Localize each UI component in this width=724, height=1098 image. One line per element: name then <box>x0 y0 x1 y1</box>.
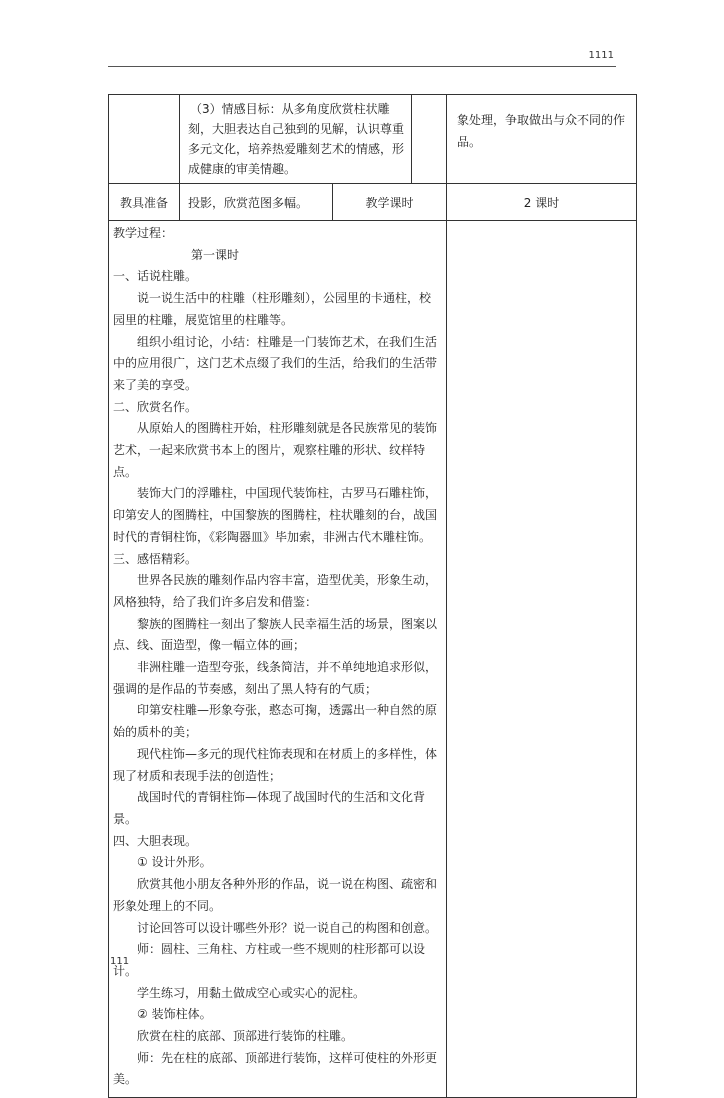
objective-row <box>109 95 637 184</box>
prep-row <box>109 184 637 221</box>
process-paragraph: ① 设计外形。 <box>137 855 212 870</box>
process-paragraph: ② 装饰柱体。 <box>137 1007 212 1022</box>
process-paragraph: 欣赏在柱的底部、顶部进行装饰的柱雕。 <box>137 1029 354 1044</box>
process-paragraph: 印第安柱雕—形象夸张，憨态可掬，透露出一种自然的原始的质朴的美； <box>113 703 438 740</box>
lesson-heading: 第一课时 <box>191 247 240 262</box>
process-paragraph: 装饰大门的浮雕柱，中国现代装饰柱，古罗马石雕柱饰，印第安人的图腾柱，中国黎族的图腾柱，柱状雕刻的台，战国时代的青铜柱饰，《彩陶器皿》毕加索，非洲古代木雕柱饰。 <box>113 486 438 544</box>
process-paragraph: 师：圆柱、三角柱、方柱或一些不规则的柱形都可以设计。 <box>113 942 426 978</box>
process-paragraph: 非洲柱雕一造型夸张，线条简洁，并不单纯地追求形似，强调的是作品的节奏感，刻出了黑人特有的气质； <box>113 660 438 696</box>
process-paragraph: 从原始人的图腾柱开始，柱形雕刻就是各民族常见的装饰艺术，一起来欣赏书本上的图片，观察柱雕的形状、纹样特点。 <box>113 421 438 479</box>
process-row <box>109 221 637 1098</box>
objective-right-cell <box>447 95 637 184</box>
process-paragraph: 黎族的图腾柱一刻出了黎族人民幸福生活的场景，图案以点、线、面造型，像一幅立体的画； <box>113 616 438 653</box>
process-paragraph: 世界各民族的雕刻作品内容丰富，造型优美，形象生动，风格独特，给了我们许多启发和借鉴： <box>113 573 438 609</box>
objective-continued-text: 象处理，争取做出与众不同的作品。 <box>457 113 626 149</box>
hours-label: 教学课时 <box>333 184 447 221</box>
hours-value: 2 课时 <box>447 184 637 221</box>
lesson-plan-table <box>108 94 637 1098</box>
page-footer-number: 111 <box>110 956 130 967</box>
process-paragraph: 师：先在柱的底部、顶部进行装饰，这样可使柱的外形更美。 <box>113 1050 438 1087</box>
process-paragraph: 战国时代的青铜柱饰—体现了战国时代的生活和文化背景。 <box>113 790 426 826</box>
process-title: 教学过程： <box>113 226 174 240</box>
objective-blank-cell <box>109 95 180 184</box>
process-lines <box>113 266 442 1091</box>
header-rule <box>108 66 616 67</box>
section-heading: 二、欣赏名作。 <box>113 399 198 414</box>
process-cell <box>109 221 447 1098</box>
process-paragraph: 组织小组讨论，小结：柱雕是一门装饰艺术，在我们生活中的应用很广，这门艺术点缀了我们的生活，给我们的生活带来了美的享受。 <box>113 334 438 392</box>
process-notes-cell <box>447 221 637 1098</box>
prep-value: 投影，欣赏范图多幅。 <box>180 184 333 221</box>
objective-gap-cell <box>412 95 447 184</box>
section-heading: 三、感悟精彩。 <box>113 551 198 566</box>
teaching-process <box>109 221 446 1097</box>
prep-label: 教具准备 <box>109 184 180 221</box>
emotional-objective-text: （3）情感目标：从多角度欣赏柱状雕刻，大胆表达自己独到的见解，认识尊重多元文化，培养热爱雕刻艺术的情感，形成健康的审美情趣。 <box>188 102 405 176</box>
objective-left-cell <box>180 95 412 184</box>
process-paragraph: 学生练习，用黏土做成空心或实心的泥柱。 <box>137 985 366 1000</box>
section-heading: 四、大胆表现。 <box>113 833 198 848</box>
process-paragraph: 说一说生活中的柱雕（柱形雕刻），公园里的卡通柱，校园里的柱雕，展览馆里的柱雕等。 <box>113 291 432 327</box>
process-paragraph: 现代柱饰—多元的现代柱饰表现和在材质上的多样性，体现了材质和表现手法的创造性； <box>113 746 438 783</box>
process-paragraph: 欣赏其他小朋友各种外形的作品，说一说在构图、疏密和形象处理上的不同。 <box>113 877 438 913</box>
page-header-number: 1111 <box>588 50 614 61</box>
process-paragraph: 讨论回答可以设计哪些外形？说一说自己的构图和创意。 <box>137 920 438 935</box>
section-heading: 一、话说柱雕。 <box>113 269 198 284</box>
